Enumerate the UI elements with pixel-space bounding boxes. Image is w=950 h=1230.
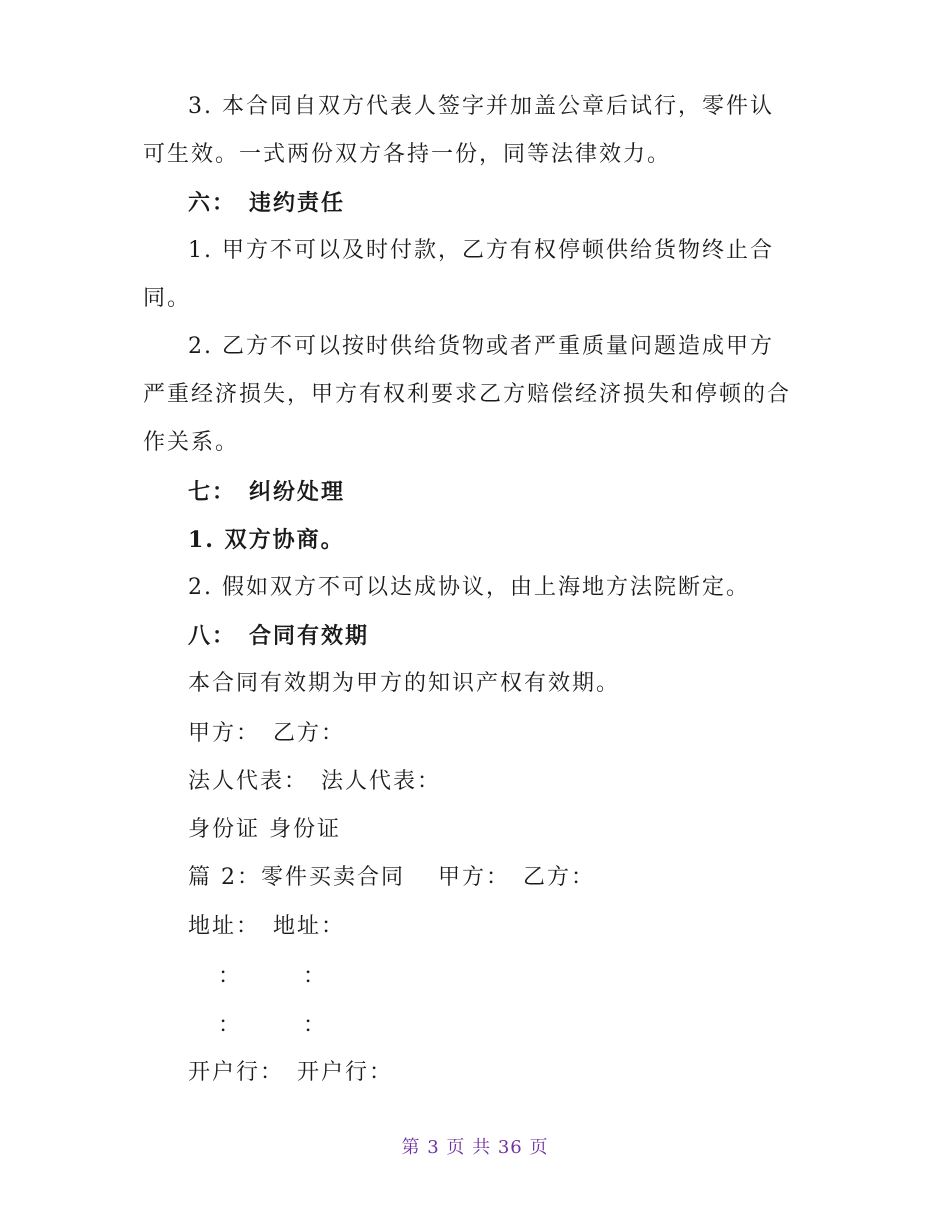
clause-7-2: 2. 假如双方不可以达成协议，由上海地方法院断定。: [188, 575, 750, 600]
contract-2-title-line: 篇 2：零件买卖合同 甲方： 乙方：: [188, 865, 595, 890]
party-labels: 甲方： 乙方：: [188, 721, 346, 746]
clause-8-text: 本合同有效期为甲方的知识产权有效期。: [188, 671, 621, 696]
page-number-footer: 第 3 页 共 36 页: [401, 1137, 549, 1158]
section-heading-8: 八： 合同有效期: [188, 623, 370, 649]
legal-rep-labels: 法人代表： 法人代表：: [188, 769, 442, 794]
clause-6-1-line-1: 1. 甲方不可以及时付款，乙方有权停顿供给货物终止合: [188, 238, 774, 263]
bank-labels: 开户行： 开户行：: [188, 1060, 394, 1085]
clause-7-1: 1. 双方协商。: [188, 527, 345, 553]
clause-6-2-line-2: 严重经济损失，甲方有权利要求乙方赔偿经济损失和停顿的合: [143, 382, 792, 407]
clause-5-3-line-2: 可生效。一式两份双方各持一份，同等法律效力。: [143, 142, 672, 167]
clause-6-2-line-1: 2. 乙方不可以按时供给货物或者严重质量问题造成甲方: [188, 334, 774, 359]
address-labels: 地址： 地址：: [188, 914, 346, 939]
blank-field-row-1: ： ：: [218, 964, 328, 989]
section-heading-7: 七： 纠纷处理: [188, 479, 346, 505]
clause-6-2-line-3: 作关系。: [143, 430, 240, 455]
blank-field-row-2: ： ：: [218, 1013, 328, 1038]
id-card-labels: 身份证 身份证: [188, 817, 341, 842]
clause-6-1-line-2: 同。: [143, 286, 192, 311]
section-heading-6: 六： 违约责任: [188, 190, 346, 216]
clause-5-3-line-1: 3. 本合同自双方代表人签字并加盖公章后试行，零件认: [188, 94, 774, 119]
